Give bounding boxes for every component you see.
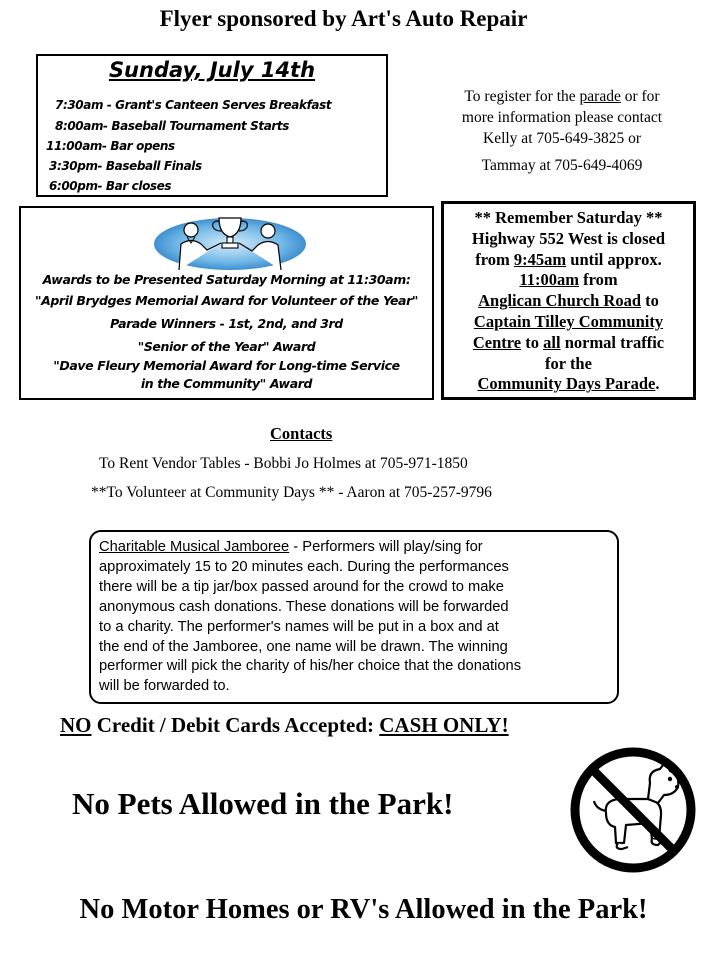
closure-line: Highway 552 West is closed — [471, 228, 666, 248]
closure-road-start: Anglican Church Road — [478, 291, 642, 311]
jamboree-line: - Performers will play/sing for — [289, 539, 483, 555]
payment-no: NO — [60, 713, 92, 737]
trophy-handshake-icon — [151, 210, 309, 272]
award-item: "April Brydges Memorial Award for Volunteer of the Year" — [35, 293, 418, 308]
parade-name: Community Days Parade — [477, 374, 656, 394]
road-closure-box — [441, 201, 696, 400]
road-closure-text — [444, 208, 693, 395]
volunteer-contact: **To Volunteer at Community Days ** - Aaron at 705-257-9796 — [91, 484, 492, 501]
closure-text: from — [475, 249, 514, 269]
jamboree-line: to a charity. The performer's names will be put in a box and at — [99, 618, 499, 635]
closure-text: to — [521, 332, 544, 352]
closure-text: normal traffic — [560, 332, 665, 352]
closure-end-time: 11:00am — [519, 270, 579, 290]
registration-info — [432, 86, 692, 176]
schedule-item: 3:30pm- Baseball Finals — [49, 159, 202, 173]
register-text: or for — [620, 88, 660, 105]
award-item: Parade Winners - 1st, 2nd, and 3rd — [110, 316, 343, 331]
closure-text: . — [655, 374, 660, 394]
jamboree-line: there will be a tip jar/box passed around for the crowd to make — [99, 578, 504, 595]
jamboree-box — [89, 530, 619, 704]
schedule-item: 8:00am- Baseball Tournament Starts — [55, 119, 289, 133]
cash-only: CASH ONLY! — [379, 713, 509, 737]
register-text: To register for the — [464, 88, 580, 105]
flyer-title: Flyer sponsored by Art's Auto Repair — [159, 6, 528, 31]
closure-text: from — [578, 270, 618, 290]
payment-notice — [60, 713, 509, 738]
schedule-item: 7:30am - Grant's Canteen Serves Breakfast — [55, 98, 332, 112]
contacts-heading: Contacts — [270, 424, 333, 443]
no-dogs-icon — [566, 743, 700, 877]
jamboree-line: the end of the Jamboree, one name will be drawn. The winning — [99, 638, 508, 655]
schedule-heading: Sunday, July 14th — [108, 58, 316, 82]
award-item: "Senior of the Year" Award — [137, 339, 316, 354]
contact-kelly: Kelly at 705-649-3825 or — [483, 130, 641, 147]
jamboree-line: performer will pick the charity of his/her choice that the donations — [99, 658, 522, 675]
closure-text: to — [641, 291, 659, 311]
closure-start-time: 9:45am — [513, 249, 567, 269]
awards-heading: Awards to be Presented Saturday Morning at 11:30am: — [42, 272, 411, 287]
awards-box — [19, 206, 434, 400]
closure-road-end: Captain Tilley Community — [473, 311, 664, 331]
no-pets-notice: No Pets Allowed in the Park! — [72, 786, 454, 821]
parade-link: parade — [579, 88, 621, 105]
vendor-contact: To Rent Vendor Tables - Bobbi Jo Holmes at 705-971-1850 — [99, 455, 468, 472]
schedule-item: 11:00am- Bar opens — [46, 139, 175, 153]
jamboree-line: anonymous cash donations. These donations will be forwarded — [99, 598, 509, 615]
sunday-schedule-box — [36, 54, 388, 197]
remember-heading: ** Remember Saturday ** — [474, 208, 663, 227]
register-text: more information please contact — [461, 109, 663, 126]
jamboree-line: will be forwarded to. — [99, 678, 230, 695]
no-rv-notice: No Motor Homes or RV's Allowed in the Park! — [79, 894, 648, 925]
closure-emphasis: all — [543, 332, 561, 352]
closure-road-end: Centre — [472, 332, 522, 352]
contact-tammay: Tammay at 705-649-4069 — [481, 157, 643, 174]
jamboree-text — [99, 538, 615, 697]
jamboree-title: Charitable Musical Jamboree — [99, 539, 290, 555]
award-item: in the Community" Award — [140, 376, 313, 391]
closure-text: for the — [545, 353, 592, 373]
jamboree-line: approximately 15 to 20 minutes each. During the performances — [99, 558, 509, 575]
award-item: "Dave Fleury Memorial Award for Long-time Service — [53, 358, 400, 373]
closure-text: until approx. — [566, 249, 662, 269]
schedule-item: 6:00pm- Bar closes — [49, 179, 172, 193]
payment-text: Credit / Debit Cards Accepted: — [91, 713, 380, 737]
